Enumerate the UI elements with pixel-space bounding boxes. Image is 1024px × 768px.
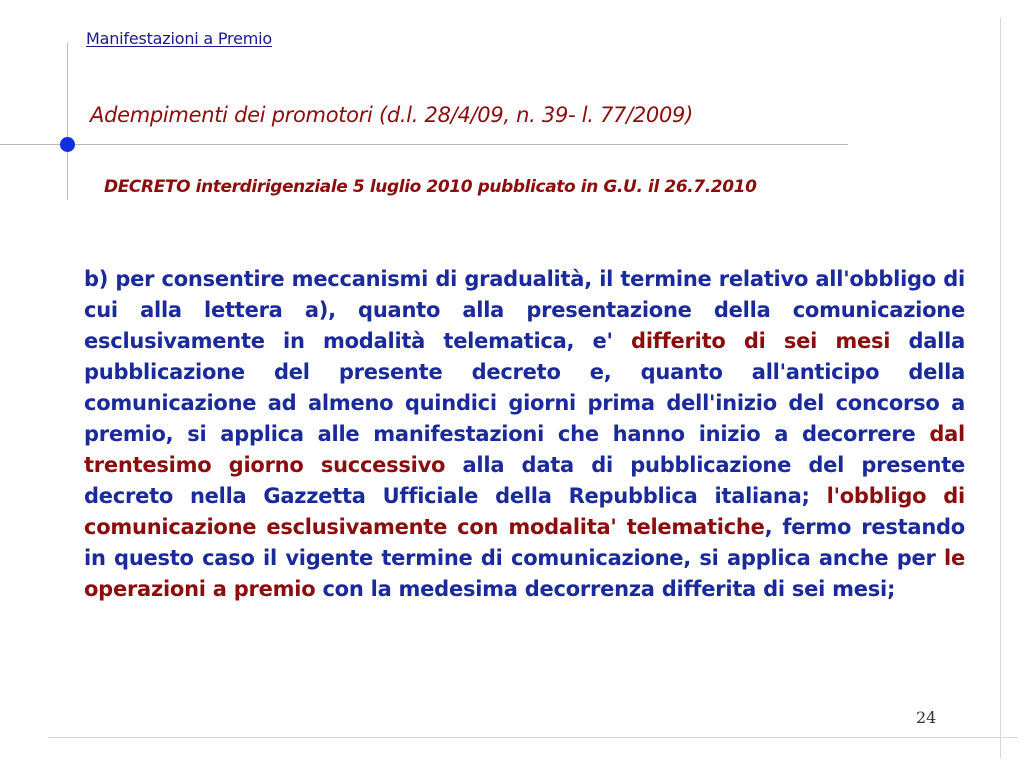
body-highlight-segment: differito di sei mesi <box>631 329 891 353</box>
slide-subtitle: DECRETO interdirigenziale 5 luglio 2010 pubblicato in G.U. il 26.7.2010 <box>104 177 757 197</box>
body-paragraph <box>84 264 965 605</box>
decor-vertical-line-right <box>1000 18 1001 758</box>
slide-title: Adempimenti dei promotori (d.l. 28/4/09, n. 39- l. 77/2009) <box>90 103 694 127</box>
body-text-segment: , fermo restando in questo caso il vigente termine di comunicazione, si applica anche per <box>84 515 965 570</box>
decor-bottom-line <box>48 737 1018 738</box>
body-text-segment: alla data di pubblicazione del presente decreto nella Gazzetta Ufficiale della Repubblica italiana; <box>84 453 965 508</box>
body-text-segment: b) per consentire meccanismi di gradualità, il termine relativo all'obbligo di cui alla lettera a), quanto alla presentazione della comunicazione esclusivamente in modalità telematica, e' <box>84 267 965 353</box>
body-text-segment: con la medesima decorrenza differita di sei mesi; <box>315 577 896 601</box>
decor-bullet-dot <box>60 137 75 152</box>
decor-vertical-line-left <box>67 43 68 200</box>
body-highlight-segment: dal trentesimo giorno successivo <box>84 422 965 477</box>
body-highlight-segment: le operazioni a premio <box>84 546 965 601</box>
page-number: 24 <box>916 708 937 727</box>
decor-horizontal-line <box>0 144 848 145</box>
header-label: Manifestazioni a Premio <box>86 29 272 48</box>
body-highlight-segment: l'obbligo di comunicazione esclusivamente con modalita' telematiche <box>84 484 965 539</box>
body-text-segment: dalla pubblicazione del presente decreto e, quanto all'anticipo della comunicazione ad almeno quindici giorni prima dell'inizio del concorso a premio, si applica alle manifestazioni che hanno inizio a decorrere <box>84 329 965 446</box>
